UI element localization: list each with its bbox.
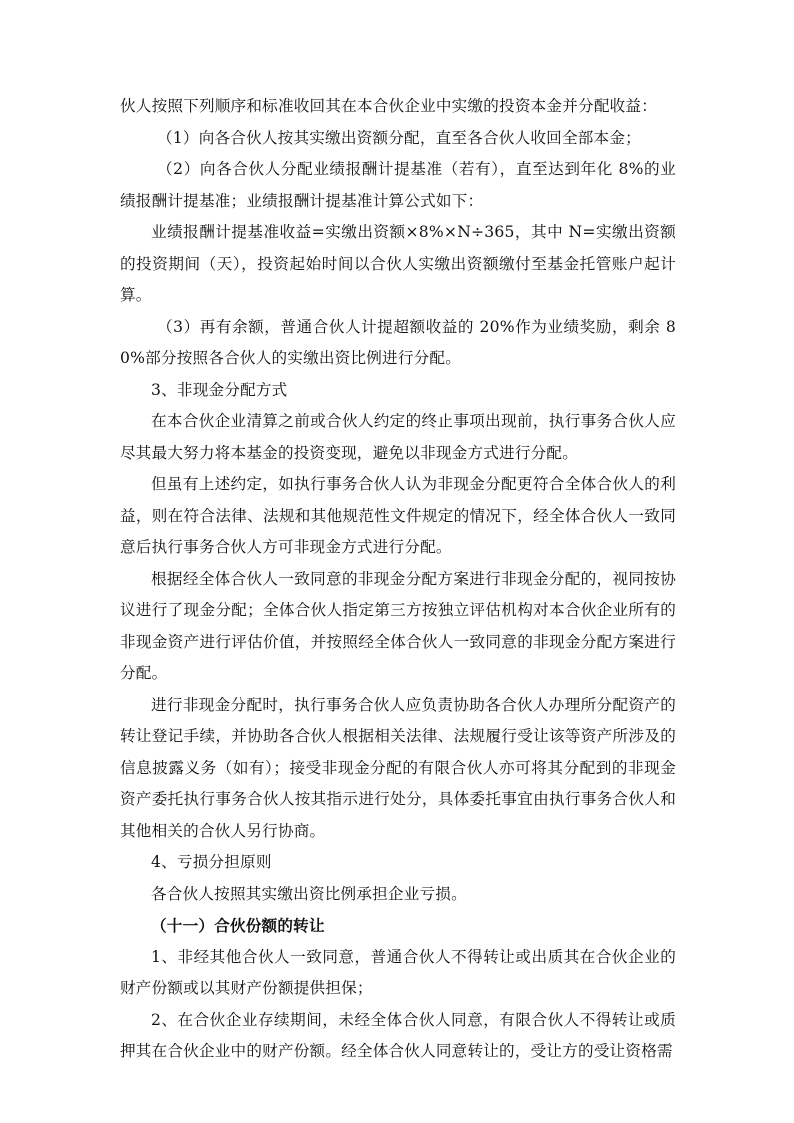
paragraph-performance-benchmark: （2）向各合伙人分配业绩报酬计提基准（若有），直至达到年化 8%的业绩报酬计提基准；业绩报酬计提基准计算公式如下： (120, 160, 676, 210)
paragraph-gp-transfer: 1、非经其他合伙人一致同意，普通合伙人不得转让或出质其在合伙企业的财产份额或以其财产份额提供担保； (120, 947, 676, 997)
paragraph-excess-return: （3）再有余额，普通合伙人计提超额收益的 20%作为业绩奖励，剩余 80%部分按照各合伙人的实缴出资比例进行分配。 (120, 317, 676, 367)
paragraph-non-cash-transfer: 进行非现金分配时，执行事务合伙人应负责协助各合伙人办理所分配资产的转让登记手续，并协助各合伙人根据相关法律、法规履行受让该等资产所涉及的信息披露义务（如有）；接受非现金分配的有限合伙人亦可将其分配到的非现金资产委托执行事务合伙人按其指示进行处分，具体委托事宜由执行事务合伙人和其他相关的合伙人另行协商。 (120, 695, 676, 840)
paragraph-non-cash-plan: 根据经全体合伙人一致同意的非现金分配方案进行非现金分配的，视同按协议进行了现金分配；全体合伙人指定第三方按独立评估机构对本合伙企业所有的非现金资产进行评估价值，并按照经全体合伙人一致同意的非现金分配方案进行分配。 (120, 569, 676, 682)
paragraph-non-cash-intro: 在本合伙企业清算之前或合伙人约定的终止事项出现前，执行事务合伙人应尽其最大努力将本基金的投资变现，避免以非现金方式进行分配。 (120, 412, 676, 462)
paragraph-benchmark-formula: 业绩报酬计提基准收益=实缴出资额×8%×N÷365，其中 N=实缴出资额的投资期间（天），投资起始时间以合伙人实缴出资额缴付至基金托管账户起计算。 (120, 223, 676, 304)
paragraph-loss-sharing: 各合伙人按照其实缴出资比例承担企业亏损。 (151, 884, 467, 903)
paragraph-non-cash-exception: 但虽有上述约定，如执行事务合伙人认为非现金分配更符合全体合伙人的利益，则在符合法律、法规和其他规范性文件规定的情况下，经全体合伙人一致同意后执行事务合伙人方可非现金方式进行分配。 (120, 475, 676, 556)
paragraph-continuation: 伙人按照下列顺序和标准收回其在本合伙企业中实缴的投资本金并分配收益： (120, 97, 657, 115)
paragraph-return-principal: （1）向各合伙人按其实缴出资额分配，直至各合伙人收回全部本金； (157, 128, 641, 147)
section-heading-non-cash-distribution: 3、非现金分配方式 (151, 380, 288, 399)
document-body (120, 91, 676, 1068)
paragraph-lp-transfer: 2、在合伙企业存续期间，未经全体合伙人同意，有限合伙人不得转让或质押其在合伙企业中的财产份额。经全体合伙人同意转让的，受让方的受让资格需 (120, 1010, 676, 1060)
section-heading-loss-sharing: 4、亏损分担原则 (151, 853, 272, 871)
section-heading-share-transfer: （十一）合伙份额的转让 (151, 916, 325, 935)
